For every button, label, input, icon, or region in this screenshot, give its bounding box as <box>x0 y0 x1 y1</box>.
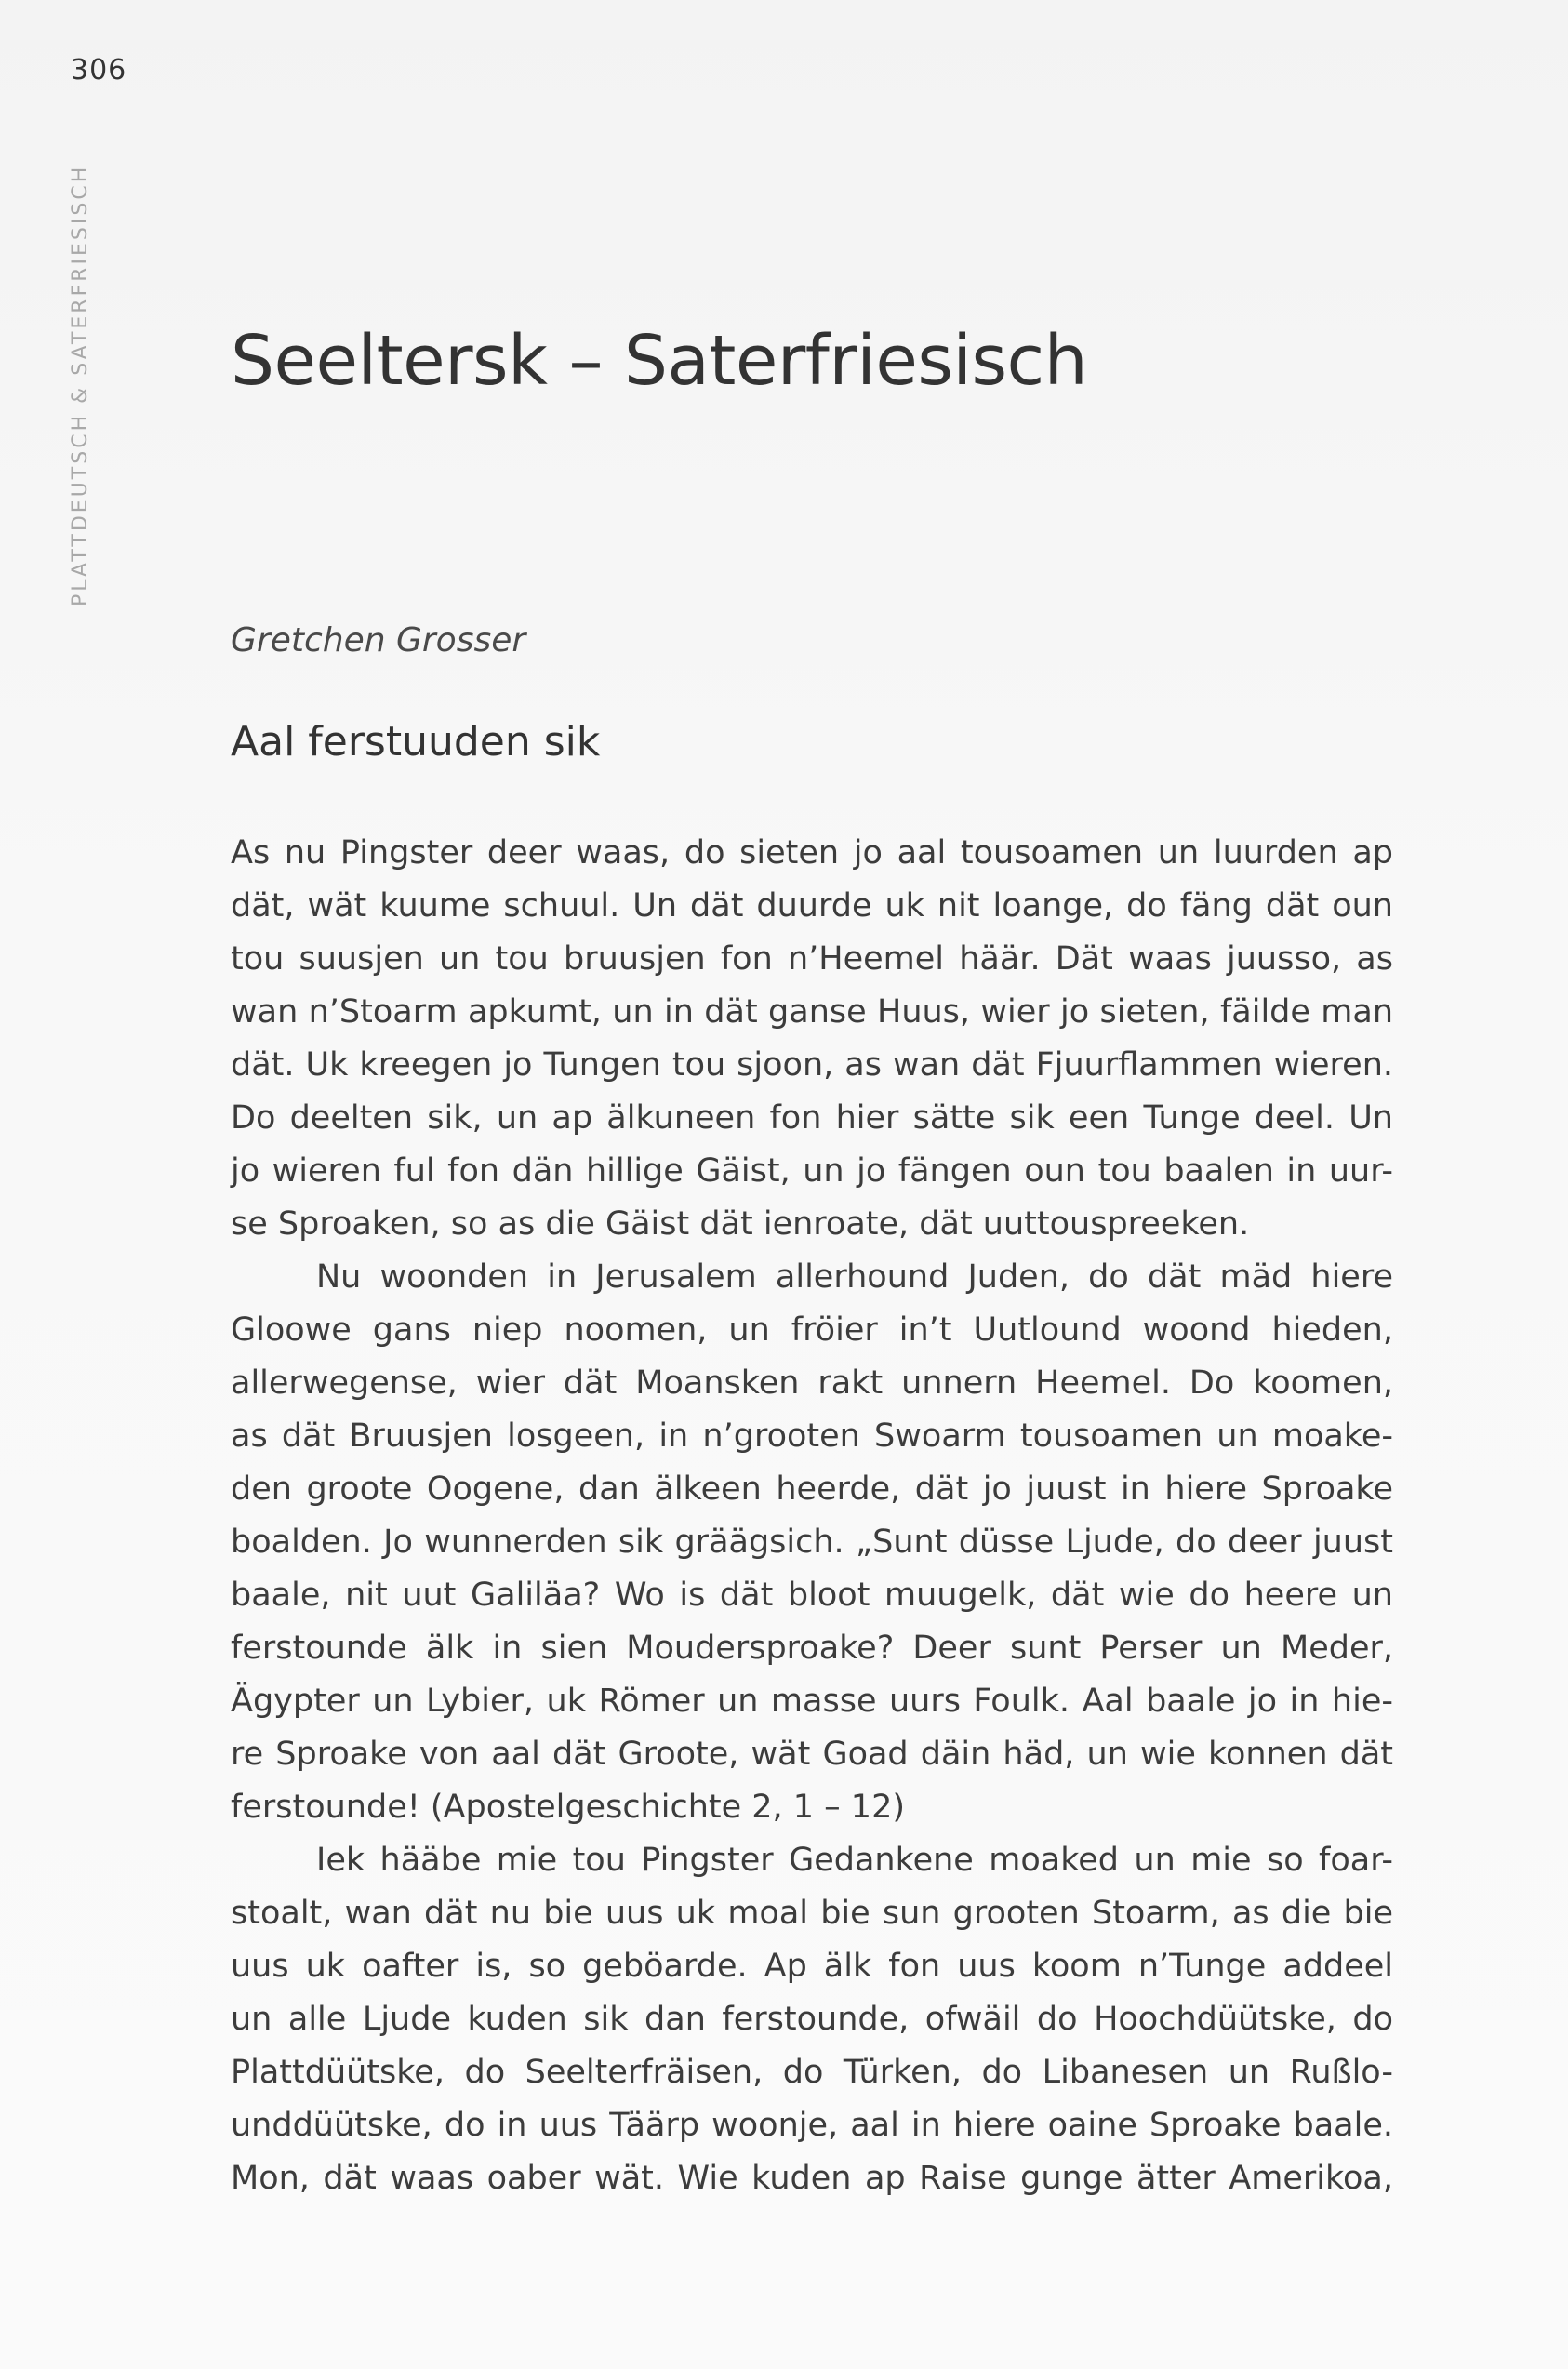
text-line: Nu woonden in Jerusalem allerhound Juden, do dät mäd hiere <box>316 1258 1393 1296</box>
text-line: As nu Pingster deer waas, do sieten jo aal tousoamen un luurden ap <box>231 834 1393 872</box>
text-line: unddüütske, do in uus Täärp woonje, aal in hiere oaine Sproake baale. <box>231 2107 1393 2144</box>
text-line: uus uk oafter is, so geböarde. Ap älk fon uus koom n’Tunge addeel <box>231 1948 1393 1985</box>
side-chapter-label: PLATTDEUTSCH & SATERFRIESISCH <box>69 164 92 606</box>
text-line: Iek hääbe mie tou Pingster Gedankene moaked un mie so foar- <box>316 1842 1393 1879</box>
text-line: baale, nit uut Galiläa? Wo is dät bloot muugelk, dät wie do heere un <box>231 1577 1393 1614</box>
page-number: 306 <box>71 54 127 87</box>
text-line: den groote Oogene, dan älkeen heerde, dät jo juust in hiere Sproake <box>231 1471 1393 1508</box>
text-line: stoalt, wan dät nu bie uus uk moal bie sun grooten Stoarm, as die bie <box>231 1895 1393 1932</box>
text-line: ferstounde älk in sien Moudersproake? Deer sunt Perser un Meder, <box>231 1630 1393 1667</box>
text-line: Do deelten sik, un ap älkuneen fon hier sätte sik een Tunge deel. Un <box>231 1099 1393 1137</box>
text-line: re Sproake von aal dät Groote, wät Goad däin häd, un wie konnen dät <box>231 1736 1393 1773</box>
text-line: wan n’Stoarm apkumt, un in dät ganse Huus, wier jo sieten, fäilde man <box>231 993 1393 1031</box>
text-line: Ägypter un Lybier, uk Römer un masse uurs Foulk. Aal baale jo in hie- <box>231 1683 1393 1720</box>
text-line: allerwegense, wier dät Moansken rakt unnern Heemel. Do koomen, <box>231 1364 1393 1402</box>
text-line: un alle Ljude kuden sik dan ferstounde, ofwäil do Hoochdüütske, do <box>231 2001 1393 2038</box>
text-line: dät. Uk kreegen jo Tungen tou sjoon, as wan dät Fjuurflammen wieren. <box>231 1046 1393 1084</box>
text-line: dät, wät kuume schuul. Un dät duurde uk nit loange, do fäng dät oun <box>231 887 1393 925</box>
text-line: boalden. Jo wunnerden sik gräägsich. „Sunt düsse Ljude, do deer juust <box>231 1524 1393 1561</box>
text-line: Plattdüütske, do Seelterfräisen, do Türken, do Libanesen un Rußlo- <box>231 2054 1393 2091</box>
author-name: Gretchen Grosser <box>231 621 526 659</box>
text-line: jo wieren ful fon dän hillige Gäist, un jo fängen oun tou baalen in uur- <box>231 1152 1393 1190</box>
text-line: as dät Bruusjen losgeen, in n’grooten Swoarm tousoamen un moake- <box>231 1417 1393 1455</box>
chapter-title: Seeltersk – Saterfriesisch <box>231 321 1088 401</box>
text-line: Gloowe gans niep noomen, un fröier in’t Uutlound woond hieden, <box>231 1311 1393 1349</box>
body-text <box>231 827 1393 2205</box>
text-line: ferstounde! (Apostelgeschichte 2, 1 – 12) <box>231 1789 906 1826</box>
text-line: se Sproaken, so as die Gäist dät ienroate, dät uuttouspreeken. <box>231 1205 1250 1243</box>
text-line: Mon, dät waas oaber wät. Wie kuden ap Raise gunge ätter Amerikoa, <box>231 2160 1393 2197</box>
section-heading: Aal ferstuuden sik <box>231 718 601 765</box>
text-line: tou suusjen un tou bruusjen fon n’Heemel häär. Dät waas juusso, as <box>231 940 1393 978</box>
